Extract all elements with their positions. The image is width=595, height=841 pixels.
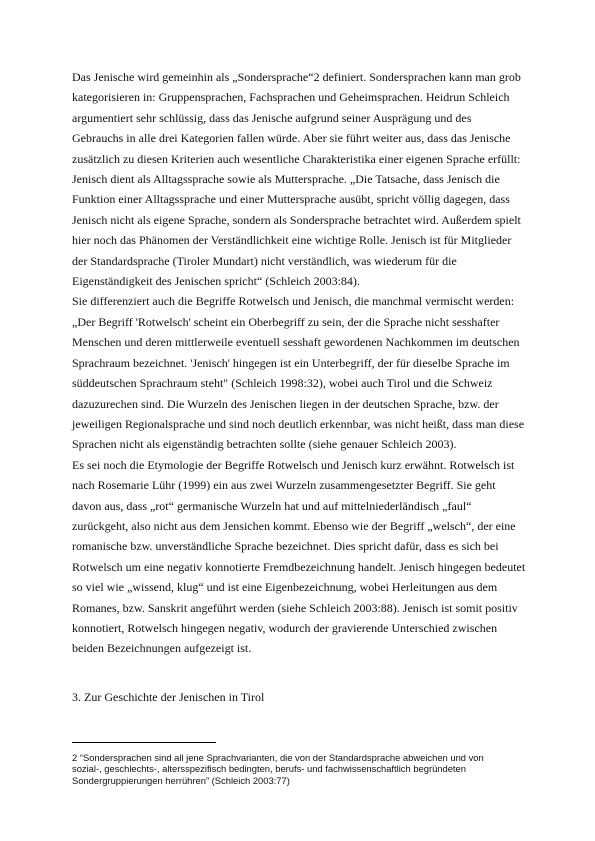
text-line: Sprachen nicht als eigenständig betrachten sollte (siehe genauer Schleich 2003). <box>72 437 457 452</box>
paragraph-rotwelsch-jenisch <box>72 291 532 454</box>
text-line: Eigenständigkeit des Jenischen spricht“ (Schleich 2003:84). <box>72 274 360 289</box>
text-line: Das Jenische wird gemeinhin als „Sondersprache“2 definiert. Sondersprachen kann man grob <box>72 70 521 84</box>
text-line: romanische bzw. unverständliche Sprache bezeichnet. Dies spricht dafür, dass es sich bei <box>72 539 499 554</box>
paragraph-etymologie <box>72 455 532 659</box>
text-line: so viel wie „wissend, klug“ und ist eine Eigenbezeichnung, wobei Herleitungen aus dem <box>72 580 498 595</box>
text-line: Sie differenziert auch die Begriffe Rotwelsch und Jenisch, die manchmal vermischt werden: <box>72 294 515 309</box>
footnote-line: Sondergruppierungen herrühren” (Schleich 2003:77) <box>72 774 290 786</box>
text-line: Jenisch dient als Alltagssprache sowie als Muttersprache. „Die Tatsache, dass Jenisch die <box>72 172 500 187</box>
text-line: Jenisch nicht als eigene Sprache, sondern als Sondersprache betrachtet wird. Außerdem spielt <box>72 212 521 227</box>
text-line: zurückgeht, also nicht aus dem Jensichen kommt. Ebenso wie der Begriff „welsch“, der eine <box>72 518 516 533</box>
text-line: nach Rosemarie Lühr (1999) ein aus zwei Wurzeln zusammengesetzter Begriff. Sie geht <box>72 478 496 493</box>
text-line: jeweiligen Regionalsprache und sind noch deutlich erkennbar, was nicht heißt, dass man diese <box>72 416 525 431</box>
text-line: Gebrauchs in alle drei Kategorien fallen würde. Aber sie führt weiter aus, dass das Jenische <box>72 131 511 146</box>
paragraph-sondersprache <box>72 67 532 291</box>
footnote <box>72 752 532 786</box>
text-line: konnotiert, Rotwelsch hingegen negativ, wodurch der gravierende Unterschied zwischen <box>72 620 498 635</box>
text-line: argumentiert sehr schlüssig, dass das Jenische aufgrund seiner Ausprägung und des <box>72 110 472 125</box>
text-line: Romanes, bzw. Sanskrit angeführt werden (siehe Schleich 2003:88). Jenisch ist somit positiv <box>72 600 518 615</box>
text-line: Rotwelsch um eine negativ konnotierte Fremdbezeichnung handelt. Jenisch hingegen bedeutet <box>72 559 526 574</box>
text-line: süddeutschen Sprachraum steht" (Schleich 1998:32), wobei auch Tirol und die Schweiz <box>72 376 493 391</box>
text-line: „Der Begriff 'Rotwelsch' scheint ein Oberbegriff zu sein, der die Sprache nicht sesshafter <box>72 314 500 329</box>
text-line: dazuzurechen sind. Die Wurzeln des Jenischen liegen in der deutschen Sprache, bzw. der <box>72 396 499 411</box>
footnote-divider <box>72 742 216 743</box>
text-line: kategorisieren in: Gruppensprachen, Fachsprachen und Geheimsprachen. Heidrun Schleich <box>72 90 510 105</box>
text-line: hier noch das Phänomen der Verständlichkeit eine wichtige Rolle. Jenisch ist für Mitglieder <box>72 233 512 248</box>
text-line: zusätzlich zu diesen Kriterien auch wesentliche Charakteristika einer eigenen Sprache erfüllt: <box>72 151 521 166</box>
text-line: Menschen und deren mittlerweile eventuell sesshaft gewordenen Nachkommen im deutschen <box>72 335 520 350</box>
text-line: beiden Bezeichnungen aufgezeigt ist. <box>72 641 252 656</box>
text-line: Es sei noch die Etymologie der Begriffe Rotwelsch und Jenisch kurz erwähnt. Rotwelsch ist <box>72 457 515 472</box>
footnote-line: 2 “Sondersprachen sind all jene Sprachvarianten, die von der Standardsprache abweichen und von <box>72 752 484 763</box>
text-line: der Standardsprache (Tiroler Mundart) nicht verständlich, was wiederum für die <box>72 253 457 268</box>
text-line: Funktion einer Alltagssprache und einer Muttersprache ausübt, spricht völlig dagegen, dass <box>72 192 510 207</box>
body-text <box>72 67 532 659</box>
section-heading: 3. Zur Geschichte der Jenischen in Tirol <box>72 690 265 704</box>
text-line: davon aus, dass „rot“ germanische Wurzeln hat und auf mittelniederländisch „faul“ <box>72 498 472 513</box>
text-line: Sprachraum bezeichnet. 'Jenisch' hingegen ist ein Unterbegriff, der für dieselbe Sprache im <box>72 355 510 370</box>
footnote-line: sozial-, geschlechts-, altersspezifisch bedingten, berufs- und fachwissenschaftlich begründeten <box>72 763 466 775</box>
